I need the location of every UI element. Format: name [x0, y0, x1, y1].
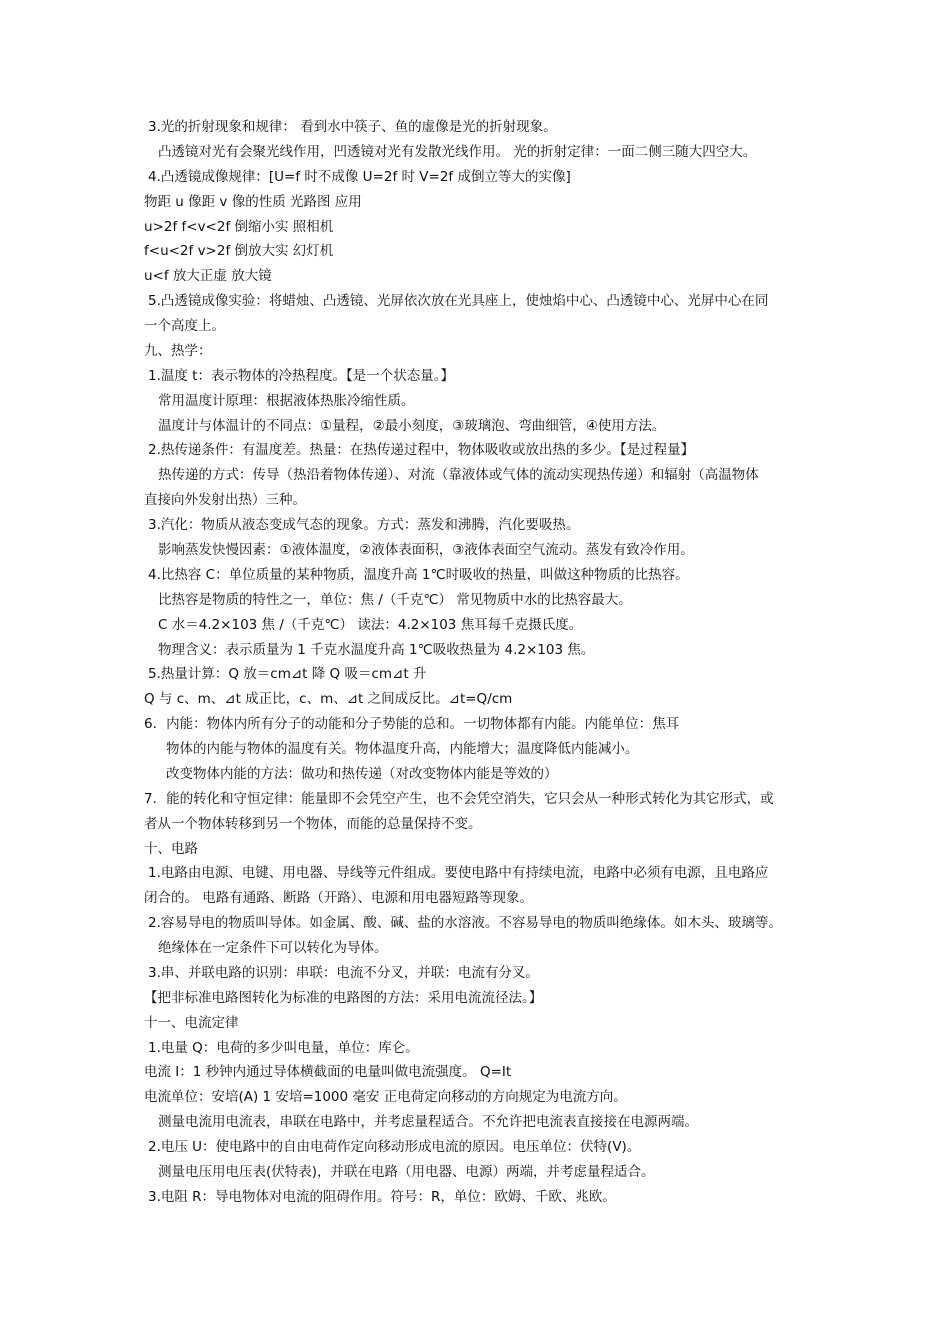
text-line: 九、热学： [144, 342, 212, 359]
text-line: 3.光的折射现象和规律： 看到水中筷子、鱼的虚像是光的折射现象。 [148, 119, 557, 135]
text-line: 凸透镜对光有会聚光线作用，凹透镜对光有发散光线作用。 光的折射定律：一面二侧三随大四空大。 [158, 143, 757, 160]
text-line: 2.热传递条件：有温度差。热量：在热传递过程中，物体吸收或放出热的多少。【是过程量】 [148, 442, 695, 459]
text-line: f<u<2f v>2f 倒放大实 幻灯机 [144, 243, 334, 260]
text-line: 3.串、并联电路的识别：串联：电流不分叉，并联：电流有分叉。 [148, 964, 539, 981]
text-line: 闭合的。 电路有通路、断路（开路）、电源和用电器短路等现象。 [144, 890, 534, 907]
text-line: 热传递的方式：传导（热沿着物体传递）、对流（靠液体或气体的流动实现热传递）和辐射（高温物体 [158, 467, 759, 484]
text-line: 1.温度 t：表示物体的冷热程度。【是一个状态量。】 [148, 367, 454, 384]
text-line: 者从一个物体转移到另一个物体，而能的总量保持不变。 [144, 815, 482, 832]
text-line: u<f 放大正虚 放大镜 [144, 268, 272, 285]
text-line: 绝缘体在一定条件下可以转化为导体。 [158, 940, 388, 956]
text-line: 物理含义：表示质量为 1 千克水温度升高 1℃吸收热量为 4.2×103 焦。 [158, 641, 595, 658]
text-line: 直接向外发射出热）三种。 [144, 492, 306, 509]
text-line: 2.电压 U：使电路中的自由电荷作定向移动形成电流的原因。电压单位：伏特(V)。 [148, 1139, 641, 1156]
text-line: 5.热量计算：Q 放＝cm⊿t 降 Q 吸＝cm⊿t 升 [148, 666, 427, 683]
text-line: 一个高度上。 [144, 318, 225, 334]
text-line: 十、电路 [144, 840, 198, 857]
text-line: 【把非标准电路图转化为标准的电路图的方法：采用电流流径法。】 [144, 989, 543, 1006]
text-line: u>2f f<v<2f 倒缩小实 照相机 [144, 218, 334, 235]
text-line: 测量电流用电流表，串联在电路中，并考虑量程适合。不允许把电流表直接接在电源两端。 [158, 1114, 698, 1131]
text-line: 5.凸透镜成像实验：将蜡烛、凸透镜、光屏依次放在光具座上，使烛焰中心、凸透镜中心、光屏中心在同 [148, 293, 769, 310]
text-line: 7．能的转化和守恒定律：能量即不会凭空产生，也不会凭空消失，它只会从一种形式转化为其它形式，或 [144, 790, 774, 807]
text-line: 比热容是物质的特性之一，单位：焦 /（千克℃） 常见物质中水的比热容最大。 [158, 591, 632, 608]
text-line: 物体的内能与物体的温度有关。物体温度升高，内能增大；温度降低内能减小。 [166, 741, 639, 757]
text-line: C 水＝4.2×103 焦 /（千克℃） 读法：4.2×103 焦耳每千克摄氏度。 [158, 616, 583, 633]
text-line: 物距 u 像距 v 像的性质 光路图 应用 [144, 193, 362, 210]
text-line: 2.容易导电的物质叫导体。如金属、酸、碱、盐的水溶液。不容易导电的物质叫绝缘体。如木头、玻璃等。 [148, 915, 782, 932]
text-line: 温度计与体温计的不同点：①量程，②最小刻度，③玻璃泡、弯曲细管，④使用方法。 [158, 417, 666, 434]
text-line: 1.电量 Q：电荷的多少叫电量，单位：库仑。 [148, 1039, 419, 1056]
text-line: 3.汽化：物质从液态变成气态的现象。方式：蒸发和沸腾，汽化要吸热。 [148, 517, 580, 534]
text-line: 电流 I：1 秒钟内通过导体横截面的电量叫做电流强度。 Q=It [144, 1064, 512, 1081]
text-line: 4.凸透镜成像规律：[U=f 时不成像 U=2f 时 V=2f 成倒立等大的实像] [148, 168, 571, 185]
text-line: 6．内能：物体内所有分子的动能和分子势能的总和。一切物体都有内能。内能单位：焦耳 [144, 716, 680, 733]
text-line: 测量电压用电压表(伏特表)，并联在电路（用电器、电源）两端，并考虑量程适合。 [158, 1164, 655, 1180]
text-line: 改变物体内能的方法：做功和热传递（对改变物体内能是等效的） [166, 765, 558, 782]
text-line: 常用温度计原理：根据液体热胀冷缩性质。 [158, 392, 415, 409]
text-line: 4.比热容 C：单位质量的某种物质，温度升高 1℃时吸收的热量，叫做这种物质的比热容。 [148, 566, 689, 583]
text-line: 3.电阻 R：导电物体对电流的阻碍作用。符号：R，单位：欧姆、千欧、兆欧。 [148, 1188, 616, 1205]
text-line: Q 与 c、m、⊿t 成正比，c、m、⊿t 之间成反比。⊿t=Q/cm [144, 691, 513, 708]
text-line: 1.电路由电源、电键、用电器、导线等元件组成。要使电路中有持续电流，电路中必须有电源，且电路应 [148, 865, 769, 882]
text-line: 影响蒸发快慢因素：①液体温度，②液体表面积，③液体表面空气流动。蒸发有致冷作用。 [158, 542, 694, 558]
text-line: 十一、电流定律 [144, 1014, 239, 1031]
text-line: 电流单位：安培(A) 1 安培=1000 毫安 正电荷定向移动的方向规定为电流方向。 [144, 1089, 627, 1106]
